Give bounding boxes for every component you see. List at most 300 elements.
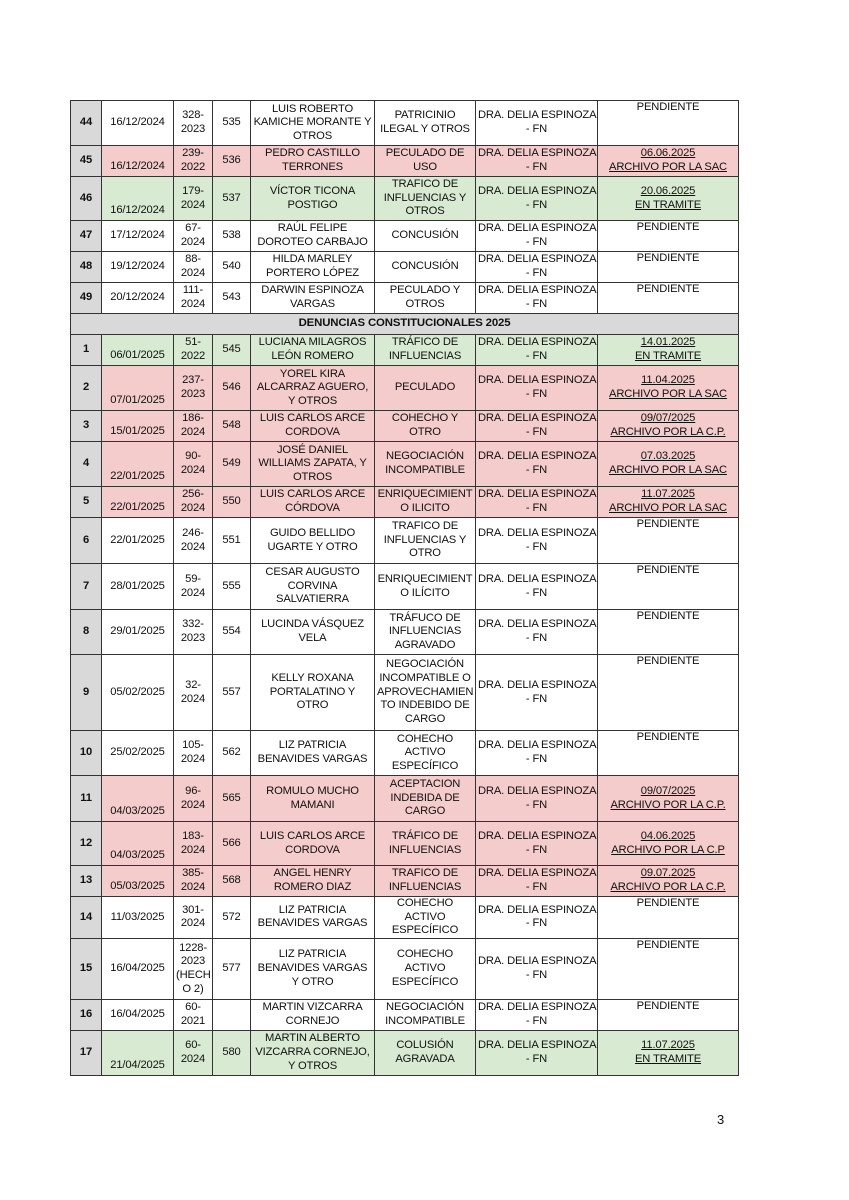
fiscal-line: - FN bbox=[525, 632, 548, 644]
row-number-cell: 13 bbox=[71, 866, 102, 897]
exp-line: 256- bbox=[182, 488, 204, 501]
name-line: BENAVIDES VARGAS bbox=[257, 753, 368, 765]
code-cell: 565 bbox=[213, 776, 251, 822]
status-line: ARCHIVO POR LA SAC bbox=[609, 502, 727, 514]
delito-cell bbox=[375, 335, 476, 366]
name-line: WILLIAMS ZAPATA, Y bbox=[258, 457, 367, 470]
fiscal-cell bbox=[476, 335, 598, 366]
fiscal-line: DRA. DELIA ESPINOZA bbox=[478, 678, 597, 691]
expediente-cell bbox=[174, 999, 213, 1030]
fiscal-line: DRA. DELIA ESPINOZA bbox=[478, 867, 597, 880]
status-line: 09.07.2025 bbox=[640, 867, 696, 880]
code-cell: 536 bbox=[213, 146, 251, 177]
crime-line: TRÁFICO DE bbox=[391, 829, 459, 842]
exp-line: 111- bbox=[182, 284, 204, 297]
fiscal-line: DRA. DELIA ESPINOZA bbox=[478, 336, 597, 349]
exp-line: 2024 bbox=[180, 540, 206, 553]
fiscal-line: DRA. DELIA ESPINOZA bbox=[478, 618, 597, 631]
expediente-cell bbox=[174, 731, 213, 776]
name-line: OTRO bbox=[296, 699, 329, 712]
table-row bbox=[71, 146, 739, 177]
fiscal-line: DRA. DELIA ESPINOZA bbox=[478, 526, 597, 539]
code-cell: 580 bbox=[213, 1030, 251, 1075]
name-line: CORNEJO bbox=[285, 1014, 340, 1027]
status-cell bbox=[598, 411, 739, 442]
code-cell: 540 bbox=[213, 252, 251, 283]
crime-line: AGRAVADO bbox=[394, 638, 456, 651]
fiscal-line: - FN bbox=[525, 198, 548, 211]
date-cell: 16/12/2024 bbox=[102, 101, 174, 146]
delito-cell bbox=[375, 822, 476, 866]
crime-line: ACEPTACION bbox=[389, 778, 461, 791]
name-line: OTROS bbox=[292, 470, 333, 483]
table-row bbox=[71, 938, 739, 999]
fiscal-line: - FN bbox=[525, 968, 548, 981]
crime-line: PATRICINIO bbox=[394, 109, 456, 122]
code-cell: 538 bbox=[213, 221, 251, 252]
crime-line: TRAFICO DE bbox=[391, 178, 459, 191]
row-number-cell: 16 bbox=[71, 999, 102, 1030]
fiscal-cell bbox=[476, 146, 598, 177]
section-header-row bbox=[71, 314, 739, 335]
delito-cell bbox=[375, 999, 476, 1030]
denunciado-cell bbox=[251, 999, 375, 1030]
status-cell bbox=[598, 731, 739, 776]
crime-line: PECULADO DE bbox=[385, 147, 465, 160]
code-cell: 577 bbox=[213, 938, 251, 999]
crime-line: TO INDEBIDO DE bbox=[380, 699, 470, 712]
fiscal-cell bbox=[476, 1030, 598, 1075]
fiscal-cell bbox=[476, 366, 598, 411]
status-line: 11.04.2025 bbox=[641, 374, 695, 387]
exp-line: 2024 bbox=[180, 881, 206, 893]
delito-cell bbox=[375, 487, 476, 518]
delito-cell bbox=[375, 252, 476, 283]
crime-line: CARGO bbox=[404, 712, 446, 725]
name-line: LUIS CARLOS ARCE bbox=[259, 488, 366, 501]
expediente-cell bbox=[174, 776, 213, 822]
fiscal-cell bbox=[476, 487, 598, 518]
status-line: EN TRAMITE bbox=[634, 198, 702, 211]
crime-line: ACTIVO bbox=[404, 746, 446, 759]
delito-cell bbox=[375, 283, 476, 314]
exp-line: 385- bbox=[182, 867, 204, 880]
expediente-cell bbox=[174, 938, 213, 999]
date-cell: 28/01/2025 bbox=[102, 564, 174, 610]
code-cell: 551 bbox=[213, 518, 251, 564]
exp-line: 2024 bbox=[180, 426, 206, 438]
delito-cell bbox=[375, 897, 476, 939]
exp-line: 2023 bbox=[180, 388, 206, 400]
table-row bbox=[71, 655, 739, 731]
date-cell: 06/01/2025 bbox=[102, 335, 174, 366]
fiscal-cell bbox=[476, 897, 598, 939]
status-line: PENDIENTE bbox=[636, 564, 700, 576]
table-row bbox=[71, 1030, 739, 1075]
fiscal-line: DRA. DELIA ESPINOZA bbox=[478, 450, 597, 463]
row-number-cell: 48 bbox=[71, 252, 102, 283]
crime-line: INFLUENCIAS bbox=[388, 843, 462, 856]
date-cell: 22/01/2025 bbox=[102, 487, 174, 518]
status-cell bbox=[598, 822, 739, 866]
denuncias-table-container bbox=[70, 100, 738, 1076]
name-line: LUIS ROBERTO bbox=[271, 102, 354, 115]
section-title: DENUNCIAS CONSTITUCIONALES 2025 bbox=[71, 314, 739, 335]
fiscal-cell bbox=[476, 564, 598, 610]
code-cell: 554 bbox=[213, 610, 251, 655]
status-line: PENDIENTE bbox=[636, 518, 700, 530]
code-cell: 568 bbox=[213, 866, 251, 897]
fiscal-line: - FN bbox=[525, 753, 548, 765]
exp-line: 2021 bbox=[180, 1014, 206, 1027]
fiscal-line: - FN bbox=[525, 350, 548, 362]
exp-line: 51- bbox=[185, 336, 201, 349]
name-line: CESAR AUGUSTO bbox=[265, 566, 360, 579]
row-number-cell: 17 bbox=[71, 1030, 102, 1075]
name-line: VELA bbox=[298, 632, 327, 644]
name-line: LUCIANA MILAGROS bbox=[258, 336, 367, 349]
crime-line: OTROS bbox=[405, 205, 445, 218]
row-number-cell: 49 bbox=[71, 283, 102, 314]
exp-line: 2024 bbox=[180, 267, 206, 279]
name-line: GUIDO BELLIDO bbox=[269, 526, 356, 539]
exp-line: 2024 bbox=[180, 1052, 206, 1065]
fiscal-cell bbox=[476, 442, 598, 487]
status-cell bbox=[598, 938, 739, 999]
delito-cell bbox=[375, 442, 476, 487]
fiscal-line: - FN bbox=[525, 586, 548, 599]
row-number-cell: 11 bbox=[71, 776, 102, 822]
name-line: ROMULO MUCHO bbox=[266, 784, 359, 797]
exp-line: 246- bbox=[182, 526, 204, 539]
fiscal-line: DRA. DELIA ESPINOZA bbox=[478, 955, 597, 968]
fiscal-cell bbox=[476, 221, 598, 252]
exp-line: 2024 bbox=[180, 464, 206, 476]
status-cell bbox=[598, 866, 739, 897]
denunciado-cell bbox=[251, 177, 375, 221]
expediente-cell bbox=[174, 518, 213, 564]
status-line: PENDIENTE bbox=[636, 938, 700, 951]
table-row bbox=[71, 776, 739, 822]
fiscal-line: DRA. DELIA ESPINOZA bbox=[478, 739, 597, 752]
exp-line: 183- bbox=[182, 829, 204, 842]
crime-line: OTRO bbox=[409, 426, 441, 438]
delito-cell bbox=[375, 1030, 476, 1075]
fiscal-line: DRA. DELIA ESPINOZA bbox=[478, 253, 597, 266]
table-row bbox=[71, 518, 739, 564]
status-cell bbox=[598, 518, 739, 564]
delito-cell bbox=[375, 146, 476, 177]
status-line: 09/07/2025 bbox=[640, 412, 696, 425]
status-cell bbox=[598, 146, 739, 177]
status-cell bbox=[598, 283, 739, 314]
exp-line: 2023 bbox=[180, 955, 206, 968]
fiscal-line: DRA. DELIA ESPINOZA bbox=[478, 829, 597, 842]
name-line: LUIS CARLOS ARCE bbox=[259, 829, 366, 842]
status-line: PENDIENTE bbox=[636, 897, 700, 909]
delito-cell bbox=[375, 101, 476, 146]
table-row bbox=[71, 283, 739, 314]
crime-line: CONCUSIÓN bbox=[391, 229, 459, 242]
exp-line: 60- bbox=[185, 1001, 201, 1014]
status-line: PENDIENTE bbox=[636, 999, 700, 1012]
name-line: MARTIN ALBERTO bbox=[265, 1032, 360, 1045]
fiscal-cell bbox=[476, 938, 598, 999]
name-line: PORTALATINO Y bbox=[269, 685, 356, 698]
denunciado-cell bbox=[251, 252, 375, 283]
denunciado-cell bbox=[251, 938, 375, 999]
table-row bbox=[71, 866, 739, 897]
code-cell: 555 bbox=[213, 564, 251, 610]
expediente-cell bbox=[174, 487, 213, 518]
code-cell: 549 bbox=[213, 442, 251, 487]
status-line: PENDIENTE bbox=[636, 101, 700, 113]
crime-line: ACTIVO bbox=[404, 910, 446, 923]
name-line: SALVATIERRA bbox=[276, 593, 349, 606]
name-line: LIZ PATRICIA bbox=[278, 739, 347, 752]
row-number-cell: 44 bbox=[71, 101, 102, 146]
exp-line: 2024 bbox=[180, 692, 206, 705]
fiscal-line: - FN bbox=[525, 298, 548, 310]
fiscal-line: DRA. DELIA ESPINOZA bbox=[478, 284, 597, 297]
expediente-cell bbox=[174, 866, 213, 897]
delito-cell bbox=[375, 731, 476, 776]
status-cell bbox=[598, 1030, 739, 1075]
crime-line: COHECHO bbox=[396, 732, 454, 745]
code-cell: 562 bbox=[213, 731, 251, 776]
name-line: LIZ PATRICIA bbox=[278, 903, 347, 916]
denunciado-cell bbox=[251, 731, 375, 776]
fiscal-line: - FN bbox=[525, 917, 548, 930]
expediente-cell bbox=[174, 564, 213, 610]
expediente-cell bbox=[174, 610, 213, 655]
date-cell: 22/01/2025 bbox=[102, 518, 174, 564]
denunciado-cell bbox=[251, 221, 375, 252]
row-number-cell: 14 bbox=[71, 897, 102, 939]
fiscal-line: DRA. DELIA ESPINOZA bbox=[478, 184, 597, 197]
row-number-cell: 47 bbox=[71, 221, 102, 252]
exp-line: (HECH bbox=[176, 968, 211, 981]
expediente-cell bbox=[174, 283, 213, 314]
status-cell bbox=[598, 335, 739, 366]
name-line: POSTIGO bbox=[287, 198, 338, 211]
status-cell bbox=[598, 776, 739, 822]
code-cell: 546 bbox=[213, 366, 251, 411]
status-line: PENDIENTE bbox=[636, 221, 700, 233]
delito-cell bbox=[375, 610, 476, 655]
code-cell: 535 bbox=[213, 101, 251, 146]
row-number-cell: 46 bbox=[71, 177, 102, 221]
denunciado-cell bbox=[251, 442, 375, 487]
delito-cell bbox=[375, 366, 476, 411]
crime-line: ENRIQUECIMIENT bbox=[377, 572, 473, 585]
delito-cell bbox=[375, 411, 476, 442]
date-cell: 20/12/2024 bbox=[102, 283, 174, 314]
exp-line: O 2) bbox=[182, 982, 204, 995]
status-line: 14.01.2025 bbox=[640, 336, 696, 349]
fiscal-line: DRA. DELIA ESPINOZA bbox=[478, 488, 597, 501]
status-cell bbox=[598, 897, 739, 939]
status-cell bbox=[598, 366, 739, 411]
status-line: 06.06.2025 bbox=[640, 147, 696, 160]
fiscal-line: - FN bbox=[525, 267, 548, 279]
table-row bbox=[71, 822, 739, 866]
name-line: CORVINA bbox=[287, 579, 338, 592]
name-line: KELLY ROXANA bbox=[271, 672, 354, 685]
code-cell: 572 bbox=[213, 897, 251, 939]
code-cell: 543 bbox=[213, 283, 251, 314]
date-cell: 25/02/2025 bbox=[102, 731, 174, 776]
name-line: DARWIN ESPINOZA bbox=[261, 284, 364, 297]
denunciado-cell bbox=[251, 866, 375, 897]
fiscal-line: DRA. DELIA ESPINOZA bbox=[478, 147, 597, 160]
exp-line: 2024 bbox=[180, 502, 206, 514]
delito-cell bbox=[375, 655, 476, 731]
name-line: UGARTE Y OTRO bbox=[267, 540, 358, 553]
fiscal-cell bbox=[476, 177, 598, 221]
delito-cell bbox=[375, 518, 476, 564]
crime-line: ESPECÍFICO bbox=[391, 975, 459, 988]
crime-line: COHECHO bbox=[396, 897, 454, 909]
crime-line: COLUSIÓN bbox=[396, 1039, 454, 1052]
denuncias-table bbox=[70, 100, 739, 1076]
row-number-cell: 7 bbox=[71, 564, 102, 610]
exp-line: 237- bbox=[182, 374, 204, 387]
expediente-cell bbox=[174, 252, 213, 283]
table-row bbox=[71, 411, 739, 442]
crime-line: APROVECHAMIEN bbox=[377, 685, 474, 698]
crime-line: O ILÍCITO bbox=[400, 586, 450, 599]
name-line: LIZ PATRICIA bbox=[278, 948, 347, 961]
status-line: 11.07.2025 bbox=[641, 1039, 695, 1052]
crime-line: PECULADO Y bbox=[389, 284, 461, 297]
delito-cell bbox=[375, 938, 476, 999]
expediente-cell bbox=[174, 221, 213, 252]
fiscal-line: - FN bbox=[525, 843, 548, 856]
exp-line: 105- bbox=[182, 739, 204, 752]
date-cell: 22/01/2025 bbox=[102, 442, 174, 487]
expediente-cell bbox=[174, 101, 213, 146]
denunciado-cell bbox=[251, 518, 375, 564]
delito-cell bbox=[375, 866, 476, 897]
crime-line: TRAFICO DE bbox=[391, 867, 459, 880]
fiscal-line: - FN bbox=[525, 388, 548, 400]
crime-line: OTRO bbox=[409, 547, 441, 560]
name-line: ROMERO DIAZ bbox=[273, 881, 352, 893]
fiscal-cell bbox=[476, 610, 598, 655]
name-line: Y OTRO bbox=[291, 975, 334, 988]
fiscal-cell bbox=[476, 776, 598, 822]
name-line: ANGEL HENRY bbox=[273, 867, 352, 880]
code-cell bbox=[213, 999, 251, 1030]
status-cell bbox=[598, 101, 739, 146]
status-line: PENDIENTE bbox=[636, 283, 700, 295]
denunciado-cell bbox=[251, 487, 375, 518]
exp-line: 2022 bbox=[180, 161, 206, 173]
table-row bbox=[71, 177, 739, 221]
crime-line: INFLUENCIAS bbox=[388, 881, 462, 893]
name-line: BENAVIDES VARGAS bbox=[257, 917, 368, 930]
crime-line: TRAFICO DE bbox=[391, 520, 459, 533]
name-line: PORTERO LÓPEZ bbox=[266, 267, 359, 279]
expediente-cell bbox=[174, 442, 213, 487]
name-line: CÓRDOVA bbox=[285, 502, 340, 514]
denunciado-cell bbox=[251, 335, 375, 366]
status-cell bbox=[598, 442, 739, 487]
crime-line: USO bbox=[413, 161, 437, 173]
name-line: PEDRO CASTILLO bbox=[265, 147, 360, 160]
status-line: PENDIENTE bbox=[636, 731, 700, 743]
status-line: ARCHIVO POR LA SAC bbox=[609, 464, 727, 476]
table-row bbox=[71, 252, 739, 283]
name-line: VARGAS bbox=[290, 298, 335, 310]
denunciado-cell bbox=[251, 822, 375, 866]
crime-line: ESPECÍFICO bbox=[391, 924, 459, 937]
exp-line: 96- bbox=[185, 784, 201, 797]
expediente-cell bbox=[174, 411, 213, 442]
row-number-cell: 10 bbox=[71, 731, 102, 776]
denunciado-cell bbox=[251, 411, 375, 442]
crime-line: NEGOCIACIÓN bbox=[386, 658, 464, 671]
exp-line: 301- bbox=[182, 903, 204, 916]
crime-line: INFLUENCIAS Y bbox=[383, 191, 467, 204]
table-row bbox=[71, 897, 739, 939]
expediente-cell bbox=[174, 146, 213, 177]
fiscal-line: - FN bbox=[525, 540, 548, 553]
table-row bbox=[71, 221, 739, 252]
name-line: CORDOVA bbox=[285, 843, 340, 856]
table-row bbox=[71, 610, 739, 655]
name-line: BENAVIDES VARGAS bbox=[257, 962, 368, 975]
exp-line: 67- bbox=[185, 222, 201, 235]
name-line: VIZCARRA CORNEJO, bbox=[255, 1046, 370, 1059]
expediente-cell bbox=[174, 655, 213, 731]
name-line: Y OTROS bbox=[287, 394, 338, 407]
table-row bbox=[71, 101, 739, 146]
exp-line: 60- bbox=[185, 1039, 201, 1052]
crime-line: ESPECÍFICO bbox=[391, 759, 459, 772]
page-number: 3 bbox=[717, 1112, 725, 1127]
delito-cell bbox=[375, 564, 476, 610]
fiscal-line: - FN bbox=[525, 464, 548, 476]
crime-line: INDEBIDA DE bbox=[390, 791, 460, 804]
fiscal-cell bbox=[476, 655, 598, 731]
denunciado-cell bbox=[251, 1030, 375, 1075]
date-cell: 04/03/2025 bbox=[102, 822, 174, 866]
status-line: 20.06.2025 bbox=[640, 184, 696, 197]
fiscal-line: - FN bbox=[525, 502, 548, 514]
fiscal-line: - FN bbox=[525, 798, 548, 811]
date-cell: 21/04/2025 bbox=[102, 1030, 174, 1075]
exp-line: 59- bbox=[185, 572, 201, 585]
denunciado-cell bbox=[251, 610, 375, 655]
status-line: PENDIENTE bbox=[636, 610, 700, 622]
exp-line: 2024 bbox=[180, 236, 206, 248]
delito-cell bbox=[375, 221, 476, 252]
status-line: EN TRAMITE bbox=[634, 1052, 702, 1065]
exp-line: 332- bbox=[182, 618, 204, 631]
crime-line: CARGO bbox=[404, 805, 446, 818]
fiscal-line: DRA. DELIA ESPINOZA bbox=[478, 903, 597, 916]
name-line: Y OTROS bbox=[287, 1059, 338, 1072]
name-line: TERRONES bbox=[282, 161, 343, 173]
table-row bbox=[71, 366, 739, 411]
fiscal-line: - FN bbox=[525, 123, 548, 135]
row-number-cell: 9 bbox=[71, 655, 102, 731]
date-cell: 16/04/2025 bbox=[102, 938, 174, 999]
status-line: PENDIENTE bbox=[636, 655, 700, 667]
date-cell: 05/02/2025 bbox=[102, 655, 174, 731]
